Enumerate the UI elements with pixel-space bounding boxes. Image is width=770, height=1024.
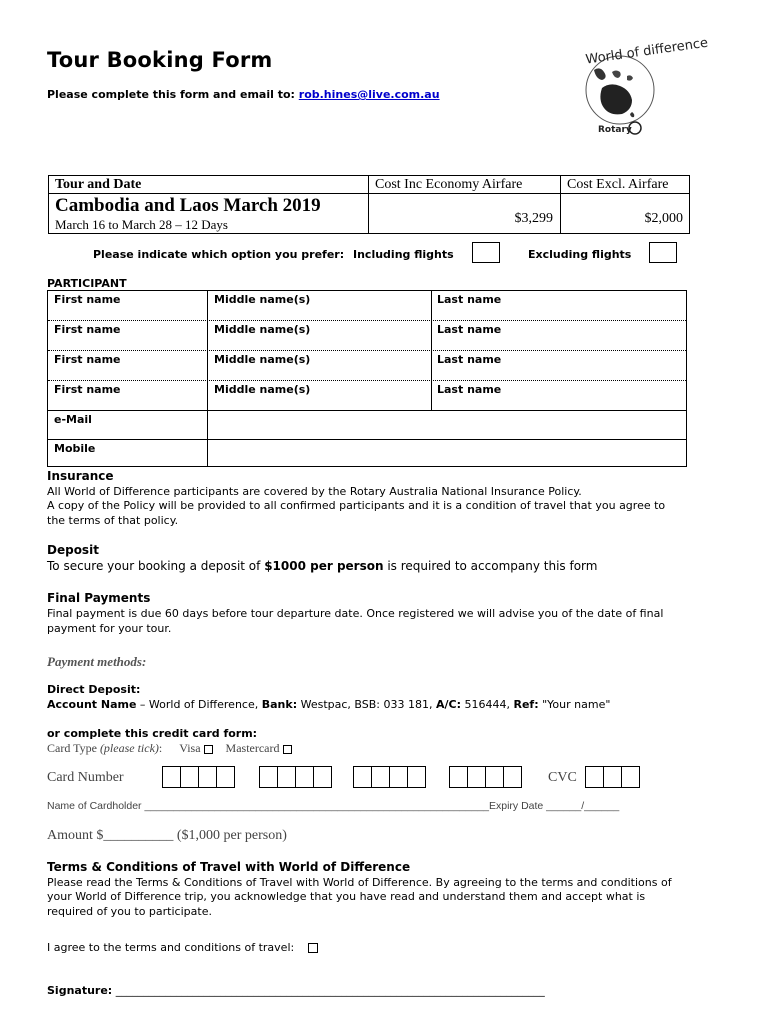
first-name-2[interactable]: First name [54,323,121,336]
agree-row [47,941,318,954]
terms-line-3: required of you to participate. [47,905,212,918]
tour-table [48,175,690,234]
cardholder-expiry-line[interactable]: Name of Cardholder ___________________________________________________________Expiry Date ______/______ [47,800,620,812]
visa-checkbox[interactable] [204,745,213,754]
price-inc: $3,299 [514,211,553,226]
excluding-flights-label: Excluding flights [528,248,632,261]
last-name-2[interactable]: Last name [437,323,502,336]
last-name-3[interactable]: Last name [437,353,502,366]
direct-deposit-heading: Direct Deposit: [47,683,141,696]
ac-label: A/C: [435,698,461,711]
world-of-difference-logo [572,35,709,145]
insurance-line-1: All World of Difference participants are covered by the Rotary Australia National Insurance Policy. [47,485,582,498]
option-prompt: Please indicate which option you prefer: [93,248,345,261]
agree-checkbox[interactable] [308,943,318,953]
cost-excl-header: Cost Excl. Airfare [567,177,669,192]
signature-row [47,984,545,997]
cost-inc-header: Cost Inc Economy Airfare [375,177,523,192]
middle-name-3[interactable]: Middle name(s) [214,353,311,366]
middle-name-2[interactable]: Middle name(s) [214,323,311,336]
price-excl: $2,000 [644,211,683,226]
cvc-label: CVC [548,770,577,785]
terms-heading: Terms & Conditions of Travel with World of Difference [47,860,411,874]
signature-line[interactable]: ______________________________________________________________________________ [115,984,545,997]
last-name-4[interactable]: Last name [437,383,502,396]
card-number-group-3[interactable] [353,766,425,788]
first-name-3[interactable]: First name [54,353,121,366]
mobile-field[interactable] [208,440,686,466]
acct-value: – World of Difference, [136,698,262,711]
middle-name-1[interactable]: Middle name(s) [214,293,311,306]
last-name-1[interactable]: Last name [437,293,502,306]
including-flights-label: Including flights [353,248,454,261]
bank-label: Bank: [261,698,298,711]
mobile-label: Mobile [54,442,96,455]
card-number-group-2[interactable] [259,766,331,788]
including-flights-checkbox[interactable] [472,242,500,263]
deposit-pre: To secure your booking a deposit of [47,559,265,573]
email-instruction [47,88,440,101]
credit-card-heading: or complete this credit card form: [47,727,258,740]
first-name-4[interactable]: First name [54,383,121,396]
deposit-text [47,559,597,573]
insurance-line-2: A copy of the Policy will be provided to all confirmed participants and it is a condition of travel that you agree to [47,499,666,512]
insurance-heading: Insurance [47,469,114,483]
agree-label: I agree to the terms and conditions of travel: [47,941,295,954]
final-payments-heading: Final Payments [47,591,151,605]
payment-methods-heading: Payment methods: [47,654,147,669]
terms-line-1: Please read the Terms & Conditions of Travel with World of Difference. By agreeing to the terms and conditions of [47,876,672,889]
email-label: e-Mail [54,413,92,426]
mastercard-label: Mastercard [225,741,280,755]
insurance-line-3: the terms of that policy. [47,514,179,527]
card-type-label: Card Type [47,741,97,755]
deposit-post: is required to accompany this form [383,559,598,573]
email-field[interactable] [208,411,686,438]
card-number-group-1[interactable] [162,766,234,788]
cvc-input[interactable] [585,766,639,788]
card-type-row: Card Type (please tick): Visa Mastercard [47,741,292,756]
middle-name-4[interactable]: Middle name(s) [214,383,311,396]
deposit-amount: $1000 per person [264,559,384,573]
terms-line-2: your World of Difference trip, you acknowledge that you have read and understand them and accept what is [47,890,646,903]
participant-table [47,290,687,467]
bank-value: Westpac, BSB: 033 181, [297,698,436,711]
excluding-flights-checkbox[interactable] [649,242,677,263]
logo-brand: Rotary [598,125,632,135]
first-name-1[interactable]: First name [54,293,121,306]
email-link[interactable]: rob.hines@live.com.au [298,88,440,101]
participant-heading: PARTICIPANT [47,277,127,290]
account-details [47,698,610,711]
tour-date-header: Tour and Date [55,177,142,192]
globe-logo-icon [572,35,709,145]
ac-value: 516444, [461,698,514,711]
final-line-1: Final payment is due 60 days before tour departure date. Once registered we will advise you of the date of final [47,607,664,620]
visa-label: Visa [179,741,201,755]
card-number-group-4[interactable] [449,766,521,788]
tour-dates: March 16 to March 28 – 12 Days [55,217,228,232]
please-tick: (please tick) [99,741,159,755]
mastercard-checkbox[interactable] [283,745,292,754]
ref-value: "Your name" [538,698,611,711]
tour-name: Cambodia and Laos March 2019 [55,195,321,216]
deposit-heading: Deposit [47,543,99,557]
final-line-2: payment for your tour. [47,622,172,635]
amount-line[interactable]: Amount $__________ ($1,000 per person) [47,828,287,843]
card-number-label: Card Number [47,770,124,785]
form-title: Tour Booking Form [47,48,273,72]
logo-text: World of difference [584,35,709,68]
signature-label: Signature: [47,984,113,997]
instruction-text: Please complete this form and email to: [47,88,299,101]
ref-label: Ref: [513,698,539,711]
acct-label: Account Name [47,698,137,711]
